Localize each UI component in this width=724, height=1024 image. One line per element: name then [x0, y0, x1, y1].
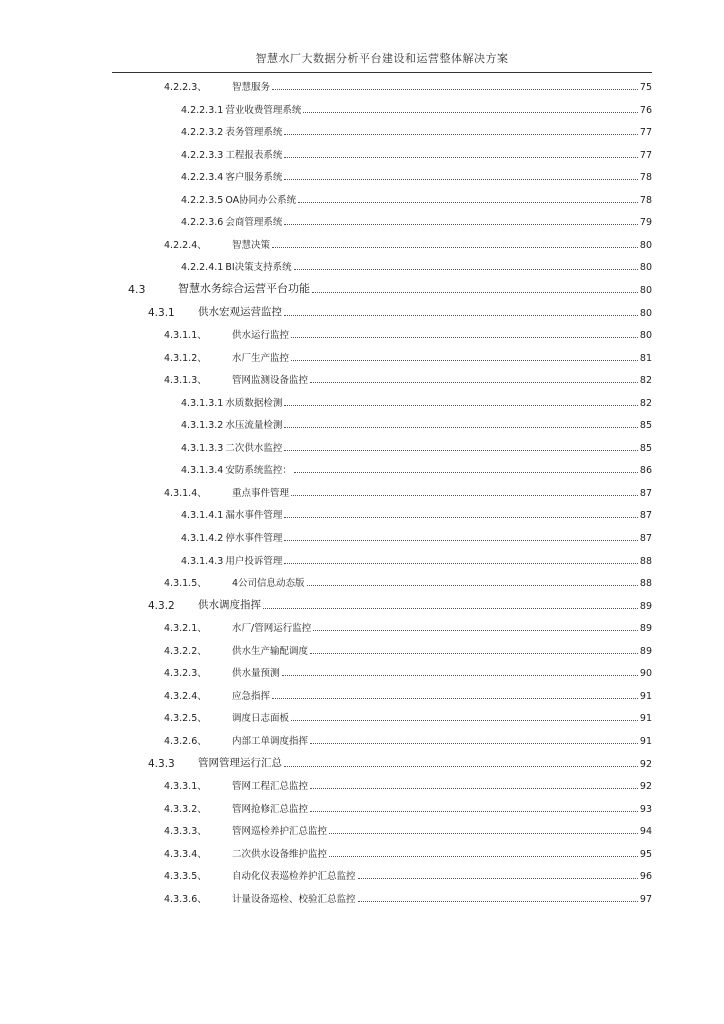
toc-entry-number: 4.3.2.5、: [164, 713, 207, 725]
toc-entry-page: 91: [639, 690, 652, 702]
toc-entry-number: 4.3.1.4.1: [181, 510, 224, 522]
toc-entry-title: 智慧服务: [232, 82, 271, 93]
toc-entry-number: 4.3.1.3.2: [181, 420, 224, 432]
toc-entry-number: 4.3.1.3.3: [181, 442, 224, 454]
toc-entry-number: 4.3.1: [148, 306, 175, 319]
dot-leader: [298, 202, 638, 203]
dot-leader: [312, 292, 638, 293]
dot-leader: [284, 517, 638, 518]
toc-entry-title: 应急指挥: [232, 690, 271, 702]
toc-entry-number: 4.2.2.3.5: [181, 194, 224, 206]
toc-entry-title: 水质数据检测: [225, 397, 283, 409]
toc-entry-title: 会商管理系统: [225, 217, 283, 229]
dot-leader: [284, 179, 638, 180]
toc-entry[interactable]: [181, 190, 652, 206]
toc-entry-page: 89: [639, 623, 652, 635]
toc-entry[interactable]: [164, 618, 652, 634]
toc-entry-title: 二次供水监控: [225, 442, 283, 454]
toc-entry-page: 91: [639, 713, 652, 725]
toc-entry-page: 77: [639, 127, 652, 139]
header-divider: [112, 72, 652, 73]
toc-entry-page: 86: [639, 465, 652, 477]
toc-entry-number: 4.3.3.3、: [164, 826, 207, 838]
toc-entry[interactable]: [181, 460, 652, 476]
toc-entry-page: 80: [639, 262, 652, 274]
dot-leader: [310, 382, 638, 383]
toc-entry-number: 4.3.1.3、: [164, 375, 207, 387]
toc-entry[interactable]: [181, 415, 652, 431]
toc-entry[interactable]: [181, 528, 652, 544]
toc-entry-title: 停水事件管理: [225, 533, 283, 544]
toc-entry-number: 4.3.1.4、: [164, 487, 207, 499]
dot-leader: [310, 743, 638, 744]
toc-entry-page: 93: [639, 803, 652, 815]
toc-entry-title: 管网管理运行汇总: [198, 756, 282, 769]
toc-entry-number: 4.2.2.3.4: [181, 172, 224, 184]
toc-entry-number: 4.3.1.4.3: [181, 555, 224, 567]
toc-entry-number: 4.2.2.3.3: [181, 149, 224, 161]
toc-entry-title: 营业收费管理系统: [225, 104, 302, 116]
toc-entry[interactable]: [181, 505, 652, 521]
toc-entry[interactable]: [164, 325, 652, 341]
toc-entry-title: 内部工单调度指挥: [232, 735, 309, 747]
dot-leader: [329, 856, 638, 857]
toc-entry-number: 4.2.2.4、: [164, 239, 207, 251]
toc-entry-page: 78: [639, 172, 652, 184]
dot-leader: [284, 224, 638, 225]
dot-leader: [307, 585, 638, 586]
toc-entry-number: 4.3: [128, 282, 146, 296]
dot-leader: [284, 315, 638, 316]
toc-entry-title: 供水量预测: [232, 668, 280, 680]
toc-entry-number: 4.3.3.6、: [164, 893, 207, 905]
dot-leader: [291, 337, 638, 338]
toc-entry-title: 水厂/管网运行监控: [232, 623, 312, 635]
toc-entry-title: 供水运行监控: [232, 330, 290, 342]
toc-entry-number: 4.3.3.5、: [164, 871, 207, 883]
toc-entry-number: 4.2.2.3、: [164, 82, 207, 93]
dot-leader: [284, 157, 638, 158]
toc-entry-page: 85: [639, 420, 652, 432]
toc-entry-page: 95: [639, 848, 652, 860]
toc-entry[interactable]: [181, 257, 652, 273]
dot-leader: [272, 247, 638, 248]
toc-entry-number: 4.3.1.4.2: [181, 533, 224, 544]
toc-entry[interactable]: [164, 370, 652, 386]
toc-entry-title: 用户投诉管理: [225, 555, 283, 567]
toc-entry-page: 82: [639, 375, 652, 387]
toc-entry-title: 调度日志面板: [232, 713, 290, 725]
toc-entry[interactable]: [164, 641, 652, 657]
toc-entry-page: 92: [639, 781, 652, 793]
toc-entry[interactable]: [181, 212, 652, 228]
toc-entry-number: 4.3.3.4、: [164, 848, 207, 860]
toc-entry-title: 客户服务系统: [225, 172, 283, 184]
toc-entry[interactable]: [164, 348, 652, 364]
toc-entry-title: 重点事件管理: [232, 487, 290, 499]
dot-leader: [291, 720, 638, 721]
toc-entry-page: 80: [639, 239, 652, 251]
dot-leader: [358, 901, 638, 902]
toc-entry-page: 88: [639, 555, 652, 567]
toc-entry-title: 水厂生产监控: [232, 352, 290, 364]
toc-entry-title: 供水生产输配调度: [232, 645, 309, 657]
dot-leader: [358, 878, 638, 879]
toc-entry-title: OA协同办公系统: [225, 194, 297, 206]
toc-entry-title: 工程报表系统: [225, 149, 283, 161]
toc-entry-number: 4.3.2.4、: [164, 690, 207, 702]
toc-entry[interactable]: [164, 483, 652, 499]
dot-leader: [284, 405, 638, 406]
dot-leader: [284, 427, 638, 428]
toc-entry-title: 管网巡检养护汇总监控: [232, 826, 328, 838]
dot-leader: [272, 698, 638, 699]
toc-entry-page: 78: [639, 194, 652, 206]
toc-entry[interactable]: [164, 235, 652, 251]
toc-entry-title: 管网抢修汇总监控: [232, 803, 309, 815]
dot-leader: [291, 495, 638, 496]
toc-entry-title: 表务管理系统: [225, 127, 283, 139]
toc-entry-page: 80: [639, 284, 652, 296]
toc-entry[interactable]: [164, 708, 652, 724]
toc-entry-page: 97: [639, 893, 652, 905]
toc-entry-number: 4.3.3: [148, 757, 175, 770]
toc-entry[interactable]: [164, 889, 652, 905]
dot-leader: [310, 811, 638, 812]
toc-entry[interactable]: [164, 731, 652, 747]
toc-entry-page: 91: [639, 735, 652, 747]
toc-entry-number: 4.3.2: [148, 599, 175, 612]
toc-entry-number: 4.2.2.4.1: [181, 262, 224, 274]
toc-entry-title: 自动化仪表巡检养护汇总监控: [232, 871, 356, 883]
toc-entry-number: 4.3.1.5、: [164, 578, 207, 590]
toc-entry-number: 4.3.2.6、: [164, 735, 207, 747]
toc-entry[interactable]: [164, 573, 652, 589]
toc-entry-title: 漏水事件管理: [225, 510, 283, 522]
toc-entry-number: 4.3.2.3、: [164, 668, 207, 680]
toc-entry[interactable]: [148, 596, 652, 612]
toc-entry-title: 4公司信息动态版: [232, 578, 305, 590]
toc-entry[interactable]: [164, 799, 652, 815]
toc-entry-page: 87: [639, 533, 652, 544]
toc-entry-page: 82: [639, 397, 652, 409]
toc-entry-title: 安防系统监控：: [225, 465, 292, 477]
toc-entry-title: 管网监测设备监控: [232, 375, 309, 387]
dot-leader: [303, 112, 638, 113]
toc-entry-title: 智慧决策: [232, 239, 271, 251]
toc-entry-page: 89: [639, 645, 652, 657]
toc-entry-number: 4.3.2.1、: [164, 623, 207, 635]
dot-leader: [291, 360, 638, 361]
dot-leader: [284, 766, 638, 767]
toc-entry-number: 4.2.2.3.2: [181, 127, 224, 139]
toc-entry-number: 4.3.1.1、: [164, 330, 207, 342]
toc-entry[interactable]: [164, 776, 652, 792]
toc-entry-title: 供水宏观运营监控: [198, 305, 282, 318]
toc-entry-title: 智慧水务综合运营平台功能: [178, 281, 310, 295]
toc-entry-page: 81: [639, 352, 652, 364]
dot-leader: [284, 134, 638, 135]
dot-leader: [329, 833, 638, 834]
dot-leader: [282, 675, 638, 676]
toc-entry-page: 92: [639, 758, 652, 770]
toc-entry-page: 76: [639, 104, 652, 116]
toc-entry-page: 90: [639, 668, 652, 680]
toc-entry-page: 89: [639, 600, 652, 612]
toc-entry-page: 87: [639, 487, 652, 499]
toc-entry[interactable]: [181, 167, 652, 183]
page-header: 智慧水厂大数据分析平台建设和运营整体解决方案: [255, 52, 509, 65]
dot-leader: [310, 788, 638, 789]
toc-entry-page: 80: [639, 307, 652, 319]
dot-leader: [294, 472, 638, 473]
toc-entry[interactable]: [164, 866, 652, 882]
toc-entry[interactable]: [181, 122, 652, 138]
toc-entry-page: 87: [639, 510, 652, 522]
toc-entry-number: 4.3.1.3.1: [181, 397, 224, 409]
dot-leader: [284, 450, 638, 451]
toc-entry-number: 4.2.2.3.6: [181, 217, 224, 229]
toc-entry-title: 管网工程汇总监控: [232, 781, 309, 793]
toc-entry-page: 77: [639, 149, 652, 161]
dot-leader: [263, 608, 638, 609]
toc-entry[interactable]: [128, 280, 652, 296]
toc-entry[interactable]: [181, 438, 652, 454]
toc-entry-title: 水压流量检测: [225, 420, 283, 432]
toc-entry[interactable]: [164, 663, 652, 679]
toc-entry-page: 75: [639, 82, 652, 93]
toc-entry-number: 4.3.3.1、: [164, 781, 207, 793]
toc-entry[interactable]: [181, 145, 652, 161]
toc-entry-number: 4.2.2.3.1: [181, 104, 224, 116]
toc-entry-title: 计量设备巡检、校验汇总监控: [232, 893, 356, 905]
toc-entry-page: 85: [639, 442, 652, 454]
toc-entry-page: 79: [639, 217, 652, 229]
dot-leader: [310, 653, 638, 654]
toc-entry-title: BI决策支持系统: [225, 262, 292, 274]
toc-entry[interactable]: [181, 393, 652, 409]
toc-entry[interactable]: [181, 551, 652, 567]
toc-entry[interactable]: [164, 844, 652, 860]
toc-entry[interactable]: [148, 303, 652, 319]
toc-entry[interactable]: [148, 754, 652, 770]
toc-entry[interactable]: [164, 821, 652, 837]
toc-entry[interactable]: [164, 77, 652, 93]
toc-entry-page: 80: [639, 330, 652, 342]
toc-entry[interactable]: [164, 686, 652, 702]
toc-entry-number: 4.3.1.3.4: [181, 465, 224, 477]
toc-entry-number: 4.3.3.2、: [164, 803, 207, 815]
dot-leader: [272, 89, 638, 90]
toc-entry-number: 4.3.1.2、: [164, 352, 207, 364]
toc-entry-number: 4.3.2.2、: [164, 645, 207, 657]
dot-leader: [294, 269, 638, 270]
toc-entry-page: 94: [639, 826, 652, 838]
dot-leader: [313, 630, 638, 631]
toc-entry-title: 供水调度指挥: [198, 598, 261, 611]
dot-leader: [284, 563, 638, 564]
toc-entry[interactable]: [181, 100, 652, 116]
toc-entry-page: 88: [639, 578, 652, 590]
dot-leader: [284, 540, 638, 541]
toc-entry-page: 96: [639, 871, 652, 883]
toc-entry-title: 二次供水设备维护监控: [232, 848, 328, 860]
